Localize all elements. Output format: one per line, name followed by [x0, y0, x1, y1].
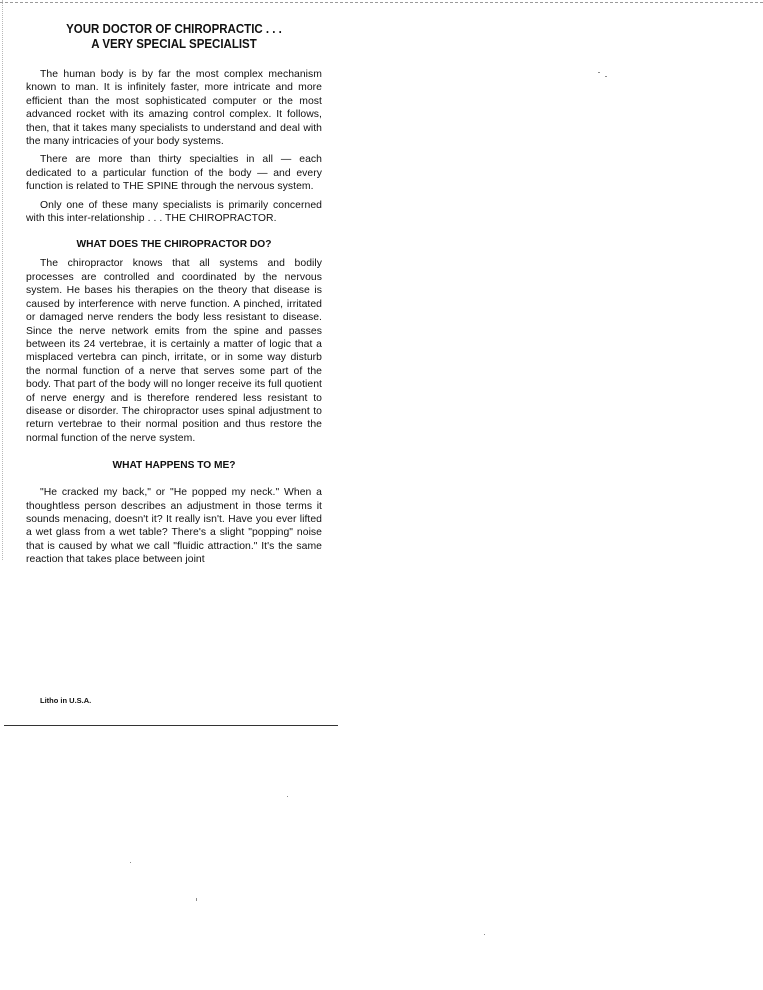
scan-speck — [605, 76, 607, 77]
bottom-rule — [4, 725, 338, 726]
article-column — [26, 22, 322, 572]
section-heading-chiropractor: WHAT DOES THE CHIROPRACTOR DO? — [76, 239, 272, 251]
scan-speck — [130, 862, 131, 863]
intro-paragraph-2: There are more than thirty specialties in all — each dedicated to a particular function of the body — and every function is related to THE SPINE through the nervous system. — [26, 154, 322, 193]
section-paragraph-what-happens: "He cracked my back," or "He popped my neck." When a thoughtless person describes an adjustment in those terms it sounds menacing, doesn't it? It really isn't. Have you ever lifted a wet glass from a wet table? There's a slight "popping" noise that is caused by what we call "fluidic attraction." It's the same reaction that takes place between joint — [26, 487, 322, 566]
intro-paragraph-3: Only one of these many specialists is primarily concerned with this inter-relationship . . . THE CHIROPRACTOR. — [26, 199, 322, 225]
scan-speck — [484, 934, 485, 935]
section-heading-what-happens: WHAT HAPPENS TO ME? — [112, 460, 236, 472]
litho-footer: Litho in U.S.A. — [40, 696, 92, 705]
left-edge-line — [2, 0, 3, 560]
title-line-2: A VERY SPECIAL SPECIALIST — [91, 37, 257, 51]
section-paragraph-chiropractor: The chiropractor knows that all systems and bodily processes are controlled and coordinated by the nervous system. He bases his therapies on the theory that disease is caused by interference with nerve function. A pinched, irritated or damaged nerve renders the body less resistant to disease. Since the nerve network emits from the spine and passes between its 24 vertebrae, it is certainly a matter of logic that a misplaced vertebra can pinch, irritate, or in some way disturb the normal function of a nerve that serves some part of the body. That part of the body will no longer receive its full quotient of nerve energy and is therefore rendered less resistant to disease or disorder. The chiropractor uses spinal adjustment to return vertebrae to their normal position and thus restore the normal function of the nerve system. — [26, 258, 322, 444]
intro-paragraph-1: The human body is by far the most complex mechanism known to man. It is infinitely faster, more intricate and more efficient than the most sophisticated computer or the most advanced rocket with its amazing control complex. It follows, then, that it takes many specialists to understand and deal with the many intricacies of your body systems. — [26, 69, 322, 148]
top-edge-rule — [0, 2, 763, 3]
article-title — [38, 22, 310, 52]
title-line-1: YOUR DOCTOR OF CHIROPRACTIC . . . — [66, 22, 282, 36]
scan-speck — [598, 72, 600, 73]
scan-speck — [287, 796, 288, 797]
scan-speck — [196, 898, 197, 901]
